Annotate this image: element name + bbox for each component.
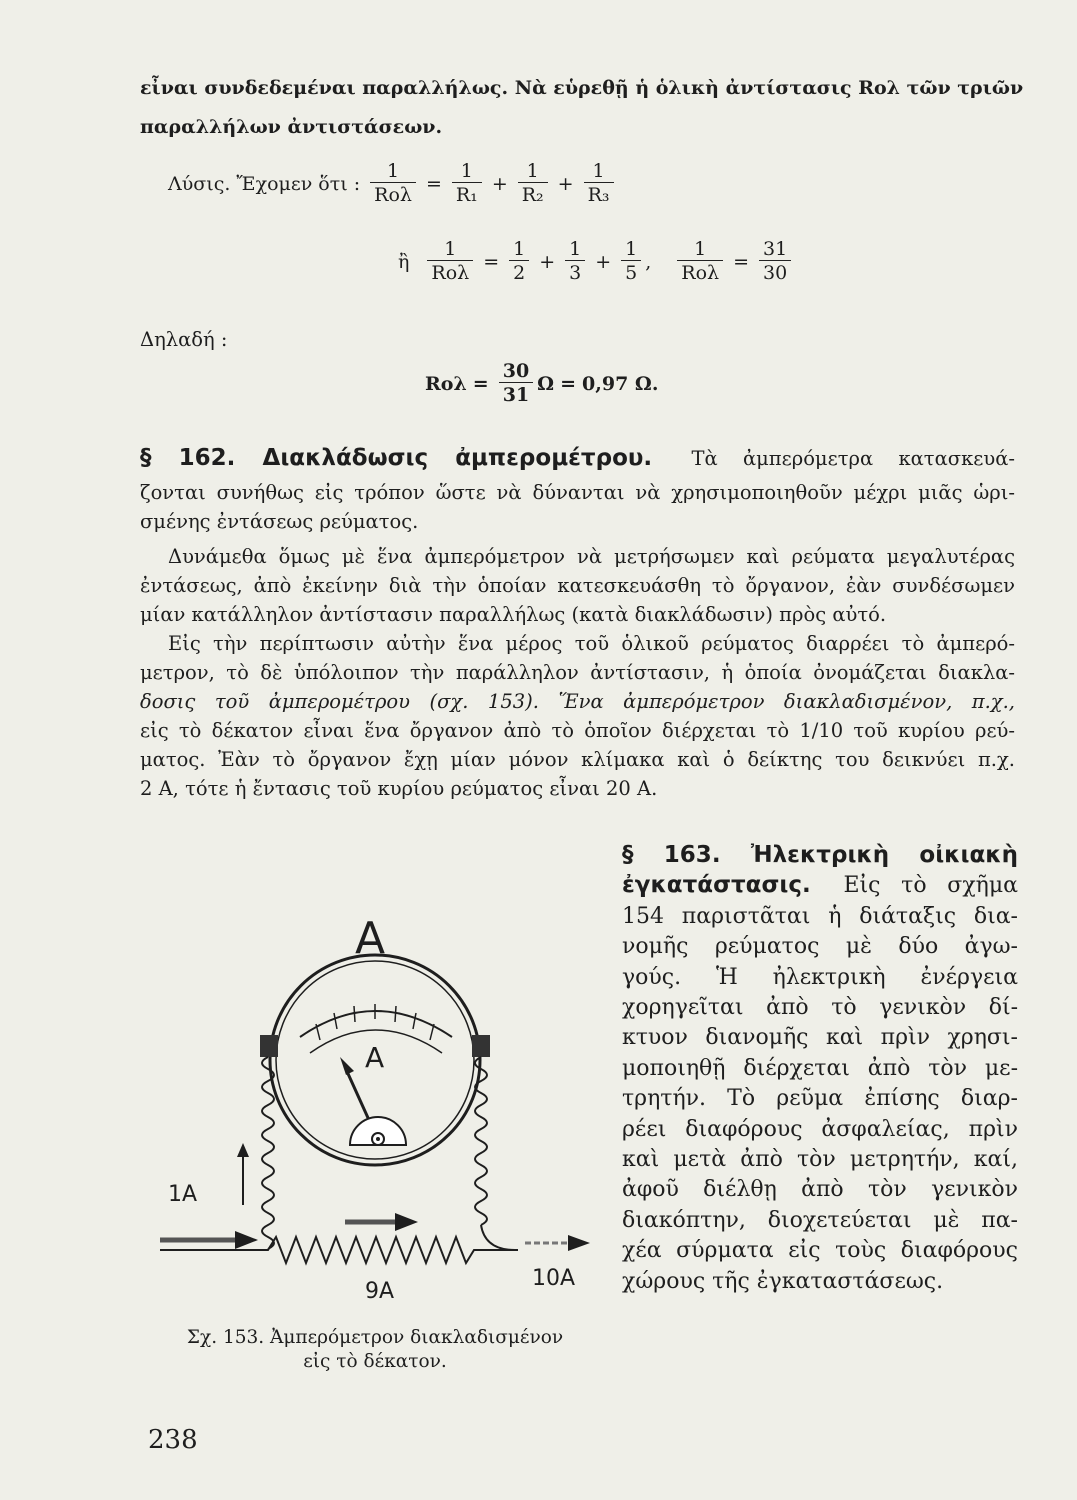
ammeter-shunt-figure (140, 905, 610, 1325)
s163-line: 154 παριστᾶται ἡ διάταξις δια- (622, 903, 1018, 929)
or-word: ἢ (398, 250, 410, 273)
figure-label-9a: 9A (365, 1279, 395, 1304)
figure-label-top: A (355, 913, 386, 964)
section-162-first-line: § 162. Διακλάδωσις ἀμπερομέτρου. Τὰ ἀμπερόμετρα κατασκευά- (140, 445, 1015, 471)
caption-line-1: Σχ. 153. Ἀμπερόμετρον διακλαδισμένον (186, 1327, 564, 1348)
equation-1: Λύσις. Ἔχομεν ὅτι : $\frac{1}{\text{Rολ}}$ = $\frac{1}{\text{R₁}}$ + $\frac{1}{\text{R₂}}$ + $\frac{1}{\text{R₃}}$ (168, 160, 618, 207)
output-arrow (568, 1235, 590, 1251)
s163-line: χώρους τῆς ἐγκαταστάσεως. (622, 1268, 944, 1294)
s163-line: νομῆς ρεύματος μὲ δύο ἀγω- (622, 934, 1018, 960)
s162-line: μίαν κατάλληλον ἀντίστασιν παραλλήλως (κατὰ διακλάδωσιν) πρὸς αὐτό. (140, 603, 887, 626)
section-163: § 163. Ἠλεκτρικὴ οἰκιακὴ ἐγκατάστασις. Εἰς τὸ σχῆμα 154 παριστᾶται ἡ διάταξις δια- νομῆς ρεύματος μὲ δύο ἀγω- γούς. Ἡ ἠλεκτρικὴ ἐνέργεια χορηγεῖται ἀπὸ τὸ γενικὸν δί- κτυον διανομῆς καὶ πρὶν χρησι- μοποιηθῇ διέρχεται ἀπὸ τὸν με- τρητήν. Τὸ ρεῦμα ἐπίσης διαρ- ρέει διαφόρους ἀσφαλείας, πρὶν καὶ μετὰ ἀπὸ τὸν μετρητήν, καί, ἀφοῦ διέλθῃ ἀπὸ τὸν γενικὸν διακόπτην, διοχετεύεται μὲ πα- χέα σύρματα εἰς τοὺς διαφόρους χώρους τῆς ἐγκαταστάσεως. (622, 840, 1018, 1297)
intro-line-1: εἶναι συνδεδεμέναι παραλλήλως. Νὰ εὑρεθῇ ἡ ὁλικὴ ἀντίστασις Rολ τῶν τριῶν (140, 77, 1024, 99)
s162-line: ματος. Ἐὰν τὸ ὄργανον ἔχῃ μίαν μόνον κλίμακα καὶ ὁ δείκτης του δεικνύει π.χ. (140, 748, 1015, 771)
section-163-title-a: § 163. Ἠλεκτρικὴ οἰκιακὴ (622, 842, 1018, 868)
s163-line: μοποιηθῇ διέρχεται ἀπὸ τὸν με- (622, 1055, 1018, 1081)
solution-label: Λύσις. Ἔχομεν ὅτι : (168, 172, 361, 195)
s163-line: κτυον διανομῆς καὶ πρὶν χρησι- (622, 1025, 1018, 1051)
s162-line: Εἰς τὴν περίπτωσιν αὐτὴν ἕνα μέρος τοῦ ὁλικοῦ ρεύματος διαρρέει τὸ ἀμπερό- (168, 632, 1015, 655)
figure-label-10a: 10A (532, 1266, 576, 1291)
s162-line: μετρον, τὸ δὲ ὑπόλοιπον τὴν παράλληλον ἀντίστασιν, ἡ ὁποία ὀνομάζεται διακλα- (140, 661, 1015, 684)
s163-line: τρητήν. Τὸ ρεῦμα ἐπίσης διαρ- (622, 1086, 1018, 1112)
scale-ticks (316, 1004, 434, 1040)
s163-line: ἀφοῦ διέλθῃ ἀπὸ τὸν γενικὸν (622, 1177, 1018, 1203)
shunt-current-arrow (395, 1213, 418, 1231)
intro-line-2: παραλλήλων ἀντιστάσεων. (140, 116, 443, 138)
terminal-left (260, 1035, 278, 1057)
equation-3: Rολ = $\frac{30}{31}$ Ω = 0,97 Ω. (425, 360, 659, 406)
page-number: 238 (148, 1425, 198, 1455)
frac-r2: $\frac{1}{\text{R₂}}$ (518, 160, 548, 207)
frac-r3: $\frac{1}{\text{R₃}}$ (584, 160, 614, 207)
s163-line: διακόπτην, διοχετεύεται μὲ πα- (622, 1207, 1018, 1233)
s162-line: σμένης ἐντάσεως ρεύματος. (140, 510, 419, 533)
frac-lhs: $\frac{1}{\text{Rολ}}$ (370, 160, 416, 207)
ammeter-scale (300, 1011, 452, 1037)
s163-line: γούς. Ἡ ἠλεκτρικὴ ἐνέργεια (622, 964, 1018, 990)
caption-line-2: εἰς τὸ δέκατον. (303, 1351, 447, 1372)
s163-line: χέα σύρματα εἰς τοὺς διαφόρους (622, 1238, 1018, 1264)
figure-label-dial: A (365, 1041, 385, 1074)
s162-line: ζονται συνήθως εἰς τρόπον ὥστε νὰ δύνανται νὰ χρησιμοποιηθοῦν μέχρι μιᾶς ὡρι- (140, 481, 1015, 504)
section-162-title: § 162. Διακλάδωσις ἀμπερομέτρου. (140, 445, 653, 471)
meter-current-arrow (237, 1143, 249, 1157)
frac-r1: $\frac{1}{\text{R₁}}$ (452, 160, 482, 207)
s163-line: καὶ μετὰ ἀπὸ τὸν μετρητήν, καί, (622, 1147, 1018, 1173)
s163-line: ρέει διαφόρους ἀσφαλείας, πρὶν (622, 1116, 1018, 1142)
s163-line: χορηγεῖται ἀπὸ τὸ γενικὸν δί- (622, 995, 1018, 1021)
s162-line: ἐντάσεως, ἀπὸ ἐκείνην διὰ τὴν ὁποίαν κατεσκευάσθη τὸ ὄργανον, ἐὰν συνδέσωμεν (140, 574, 1015, 597)
s162-line: εἰς τὸ δέκατον εἶναι ἕνα ὄργανον ἀπὸ τὸ ὁποῖον διέρχεται τὸ 1/10 τοῦ κυρίου ρεύ- (140, 719, 1015, 742)
figure-caption (140, 1326, 610, 1374)
figure-label-1a: 1A (168, 1182, 198, 1207)
s162-line: δοσις τοῦ ἀμπερομέτρου (σχ. 153). Ἕνα ἀμπερόμετρον διακλαδισμένον, π.χ., (140, 690, 1015, 713)
section-163-title-b: ἐγκατάστασις. (622, 872, 811, 899)
dilady-label: Δηλαδή : (140, 328, 228, 351)
input-arrow (235, 1231, 258, 1249)
s162-line: Δυνάμεθα ὅμως μὲ ἕνα ἀμπερόμετρον νὰ μετρήσωμεν καὶ ρεύματα μεγαλυτέρας (168, 545, 1015, 568)
terminal-right (472, 1035, 490, 1057)
s162-line: 2 A, τότε ἡ ἔντασις τοῦ κυρίου ρεύματος εἶναι 20 A. (140, 777, 658, 800)
equation-2: ἢ $\frac{1}{\text{Rολ}}$ = $\frac{1}{2}$ + $\frac{1}{3}$ + $\frac{1}{5}$ , $\frac{1}{\text{Rολ}}$ = $\frac{31}{30}$ (398, 238, 795, 285)
